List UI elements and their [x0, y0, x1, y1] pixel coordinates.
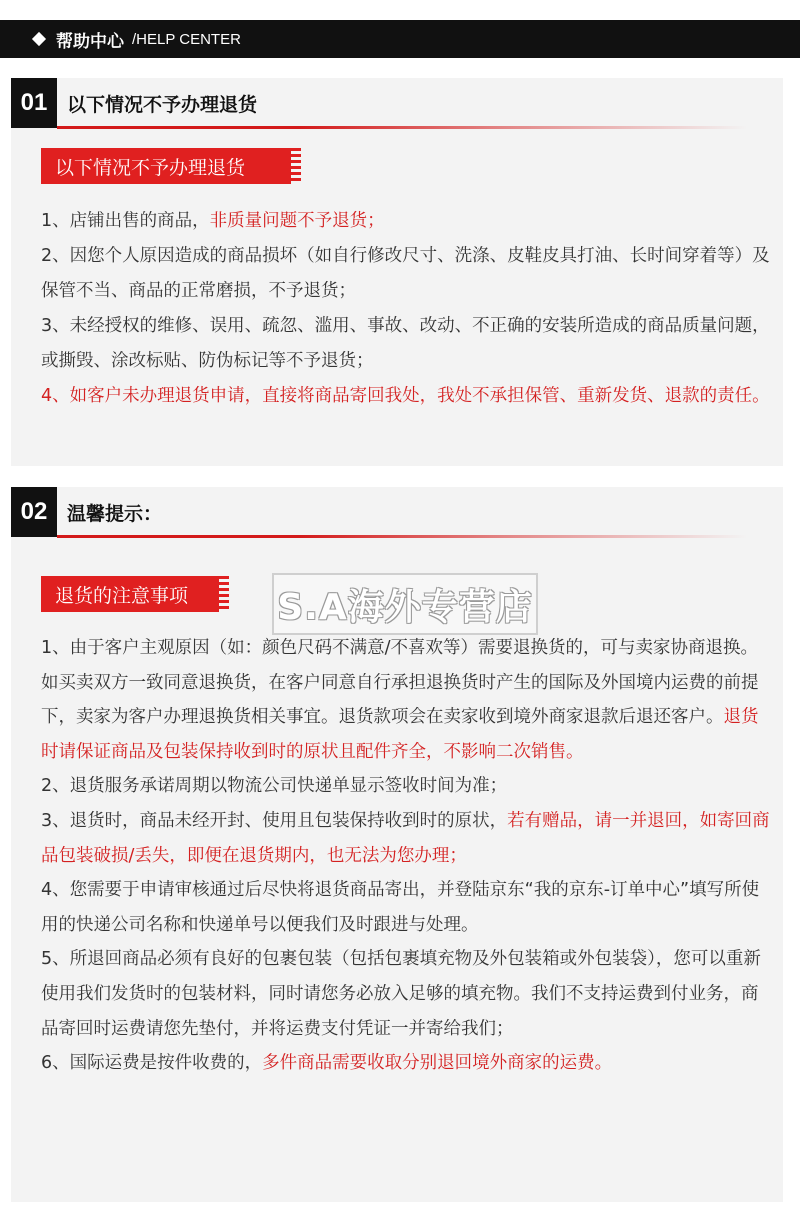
store-watermark: S.A海外专营店 [272, 573, 538, 635]
section-header [11, 487, 783, 537]
section-divider [57, 535, 747, 538]
list-item: 1、店铺出售的商品，非质量问题不予退货； [41, 211, 385, 231]
list-item: 4、如客户未办理退货申请，直接将商品寄回我处，我处不承担保管、重新发货、退款的责任。 [41, 386, 770, 406]
header-title-en: /HELP CENTER [132, 30, 241, 48]
list-item: 3、未经授权的维修、误用、疏忽、滥用、事故、改动、不正确的安装所造成的商品质量问题，或撕毁、涂改标贴、防伪标记等不予退货； [41, 316, 770, 371]
section-title: 温馨提示： [67, 502, 163, 525]
section-body [41, 204, 771, 414]
section-divider [57, 126, 747, 129]
list-item: 6、国际运费是按件收费的，多件商品需要收取分别退回境外商家的运费。 [41, 1053, 613, 1074]
list-item: 2、因您个人原因造成的商品损坏（如自行修改尺寸、洗涤、皮鞋皮具打油、长时间穿着等）及保管不当、商品的正常磨损，不予退货； [41, 246, 770, 301]
list-item: 4、您需要于申请审核通过后尽快将退货商品寄出，并登陆京东“我的京东-订单中心”填写所使用的快递公司名称和快递单号以便我们及时跟进与处理。 [41, 880, 760, 935]
list-item: 3、退货时，商品未经开封、使用且包装保持收到时的原状，若有赠品，请一并退回，如寄回商品包装破损/丢失，即便在退货期内，也无法为您办理； [41, 810, 770, 866]
list-item: 1、由于客户主观原因（如：颜色尺码不满意/不喜欢等）需要退换货的，可与卖家协商退换。如买卖双方一致同意退换货，在客户同意自行承担退换货时产生的国际及外国境内运费的前提下，卖家为客户办理退换货相关事宜。退货款项会在卖家收到境外商家退款后退还客户。退货时请保证商品及包装保持收到时的原状且配件齐全，不影响二次销售。 [41, 638, 759, 762]
header-title-cn: 帮助中心 [56, 31, 124, 52]
help-center-header [0, 20, 800, 58]
list-item: 5、所退回商品必须有良好的包裹包装（包括包裹填充物及外包装箱或外包装袋），您可以重新使用我们发货时的包装材料，同时请您务必放入足够的填充物。我们不支持运费到付业务，商品寄回时运费请您先垫付，并将运费支付凭证一并寄给我们； [41, 949, 761, 1039]
section-tag: 退货的注意事项 [41, 576, 219, 612]
section-header [11, 78, 783, 128]
diamond-bullet-icon [32, 32, 46, 46]
section-no-return [11, 78, 783, 466]
section-tag: 以下情况不予办理退货 [41, 148, 291, 184]
section-body [41, 631, 771, 1081]
section-number: 02 [11, 487, 57, 537]
section-number: 01 [11, 78, 57, 128]
section-title: 以下情况不予办理退货 [67, 93, 258, 116]
list-item: 2、退货服务承诺周期以物流公司快递单显示签收时间为准； [41, 776, 508, 797]
